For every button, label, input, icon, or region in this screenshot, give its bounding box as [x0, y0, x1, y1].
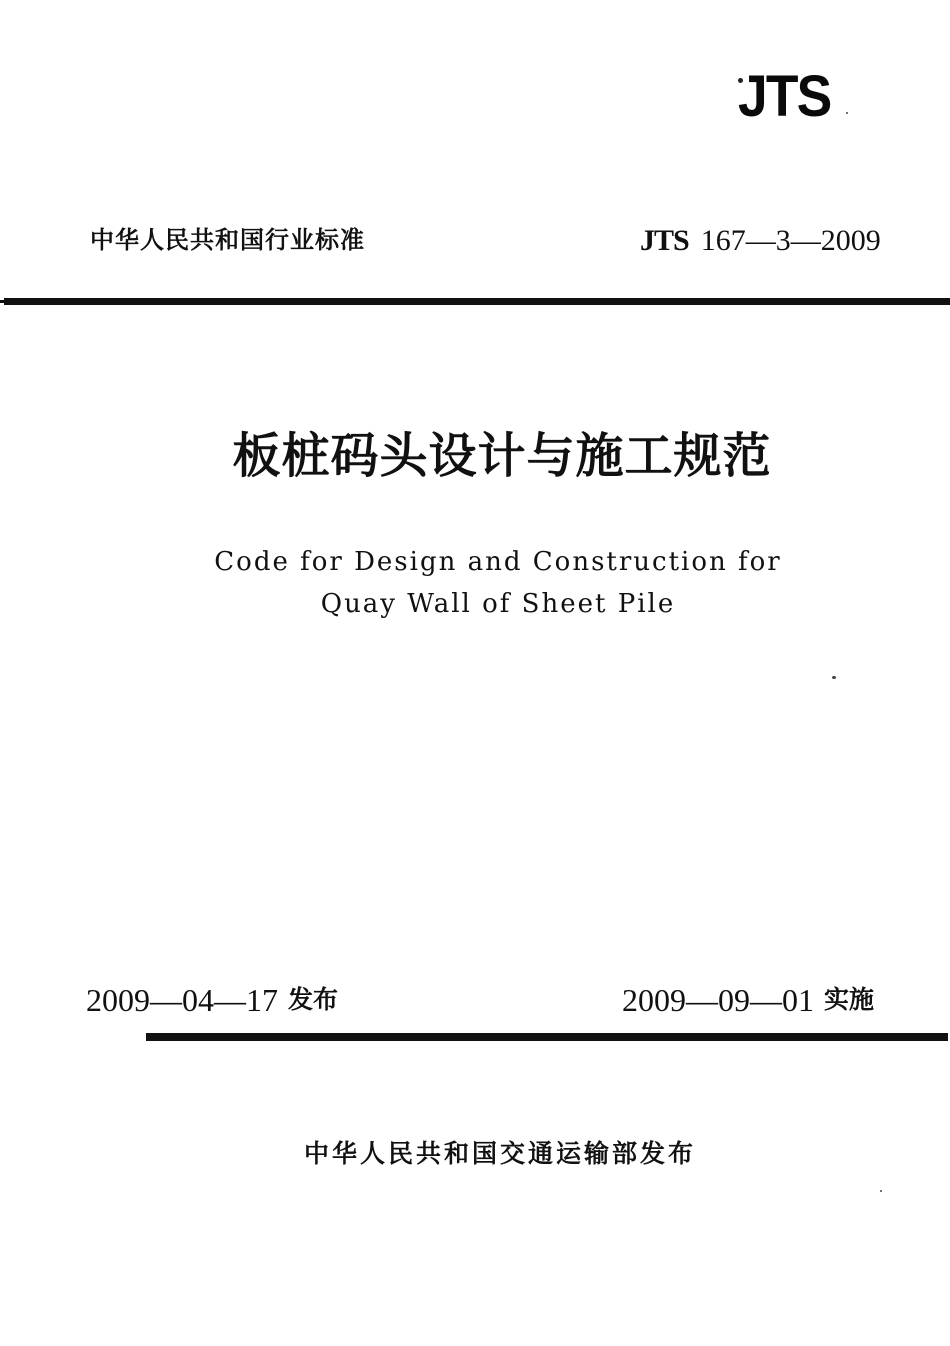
top-rule [4, 298, 950, 305]
effective-date: 2009—09—01 [622, 982, 814, 1018]
title-english-line-1: Code for Design and Construction for [214, 547, 782, 577]
effective-date-row [622, 984, 874, 1016]
title-english-line-2: Quay Wall of Sheet Pile [320, 589, 676, 619]
issue-label: 发布 [288, 985, 339, 1014]
scan-speck [846, 112, 848, 114]
standard-code-number: 167—3—2009 [700, 224, 881, 257]
issue-date: 2009—04—17 [86, 982, 278, 1018]
scan-speck [832, 676, 836, 679]
scan-speck [880, 1190, 882, 1192]
publisher-line: 中华人民共和国交通运输部发布 [303, 1139, 696, 1168]
standard-code-prefix: JTS [640, 224, 689, 257]
industry-standard-label: 中华人民共和国行业标准 [90, 226, 365, 254]
title-chinese: 板桩码头设计与施工规范 [232, 428, 772, 484]
jts-logo: JTS [738, 64, 831, 129]
standard-code [640, 226, 881, 256]
issue-date-row [86, 984, 338, 1016]
bottom-rule [146, 1033, 948, 1041]
effective-label: 实施 [824, 985, 875, 1014]
